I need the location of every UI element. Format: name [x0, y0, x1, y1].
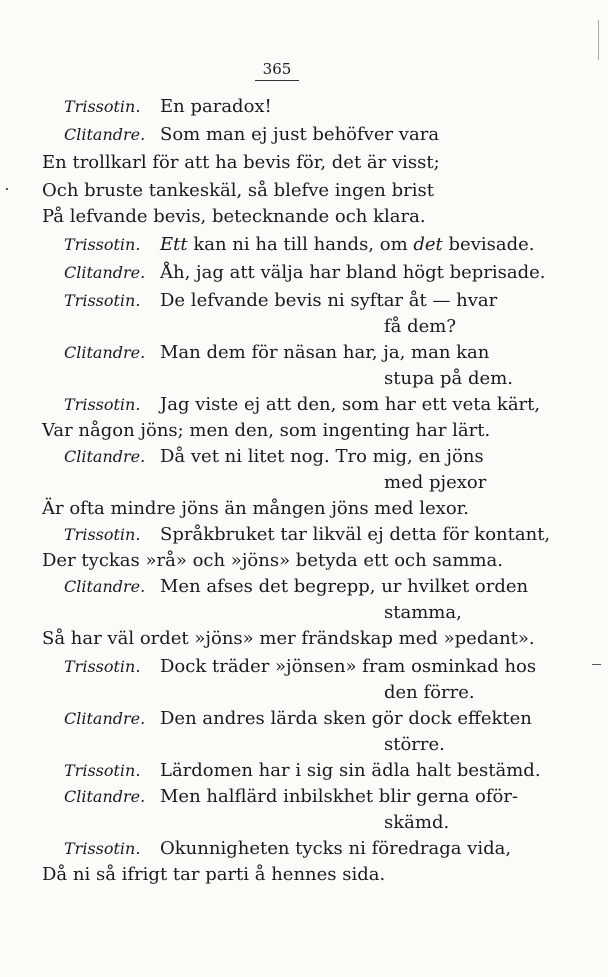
verse-line: Lärdomen har i sig sin ädla halt bestämd.	[160, 760, 541, 781]
verse-text: bevisade.	[442, 234, 535, 255]
speaker-label: Clitandre.	[64, 577, 146, 596]
verse-line: Okunnigheten tycks ni föredraga vida,	[160, 838, 512, 859]
verse-line	[160, 234, 534, 256]
speaker-label: Trissotin.	[64, 235, 141, 254]
verse-line: Der tyckas »rå» och »jöns» betyda ett och samma.	[42, 550, 503, 571]
speaker-label: Trissotin.	[64, 761, 141, 780]
speaker-label: Trissotin.	[64, 291, 141, 310]
verse-line: Då ni så ifrigt tar parti å hennes sida.	[42, 864, 386, 885]
verse-continuation: större.	[384, 734, 445, 755]
verse-line: En trollkarl för att ha bevis för, det är visst;	[42, 152, 440, 173]
speaker-label: Clitandre.	[64, 709, 146, 728]
verse-line: Är ofta mindre jöns än mången jöns med lexor.	[42, 498, 470, 519]
verse-line: Dock träder »jönsen» fram osminkad hos	[160, 656, 537, 677]
speaker-label: Clitandre.	[64, 787, 146, 806]
scan-mark	[592, 664, 601, 665]
scan-mark	[6, 188, 8, 190]
verse-line: Men halflärd inbilskhet blir gerna oför-	[160, 786, 519, 807]
verse-line: Var någon jöns; men den, som ingenting har lärt.	[42, 420, 491, 441]
verse-text: kan ni ha till hands, om	[187, 234, 414, 255]
verse-line: Då vet ni litet nog. Tro mig, en jöns	[160, 446, 484, 467]
verse-line: Åh, jag att välja har bland högt beprisade.	[160, 262, 546, 283]
verse-line: Som man ej just behöfver vara	[160, 124, 440, 145]
verse-line: Jag viste ej att den, som har ett veta kärt,	[160, 394, 541, 415]
verse-line: Men afses det begrepp, ur hvilket orden	[160, 576, 529, 597]
speaker-label: Clitandre.	[64, 263, 146, 282]
speaker-label: Trissotin.	[64, 97, 141, 116]
page-number: 365	[255, 60, 299, 81]
verse-continuation: stamma,	[384, 602, 462, 623]
verse-line: Så har väl ordet »jöns» mer frändskap med »pedant».	[42, 628, 535, 649]
speaker-label: Trissotin.	[64, 657, 141, 676]
speaker-label: Trissotin.	[64, 839, 141, 858]
verse-continuation: stupa på dem.	[384, 368, 513, 389]
emphasis: det	[413, 234, 443, 255]
speaker-label: Trissotin.	[64, 395, 141, 414]
verse-continuation: den förre.	[384, 682, 475, 703]
verse-line: Språkbruket tar likväl ej detta för kontant,	[160, 524, 551, 545]
speaker-label: Clitandre.	[64, 343, 146, 362]
verse-line: På lefvande bevis, betecknande och klara.	[42, 206, 426, 227]
verse-line: Och bruste tankeskäl, så blefve ingen brist	[42, 180, 434, 201]
verse-line: Den andres lärda sken gör dock effekten	[160, 708, 532, 729]
speaker-label: Trissotin.	[64, 525, 141, 544]
speaker-label: Clitandre.	[64, 447, 146, 466]
speaker-label: Clitandre.	[64, 125, 146, 144]
verse-continuation: få dem?	[384, 316, 457, 337]
verse-line: De lefvande bevis ni syftar åt — hvar	[160, 290, 498, 311]
verse-line: Man dem för näsan har, ja, man kan	[160, 342, 490, 363]
emphasis: Ett	[160, 234, 188, 255]
verse-continuation: med pjexor	[384, 472, 487, 493]
scan-mark	[598, 20, 599, 60]
verse-line: En paradox!	[160, 96, 272, 117]
verse-continuation: skämd.	[384, 812, 450, 833]
